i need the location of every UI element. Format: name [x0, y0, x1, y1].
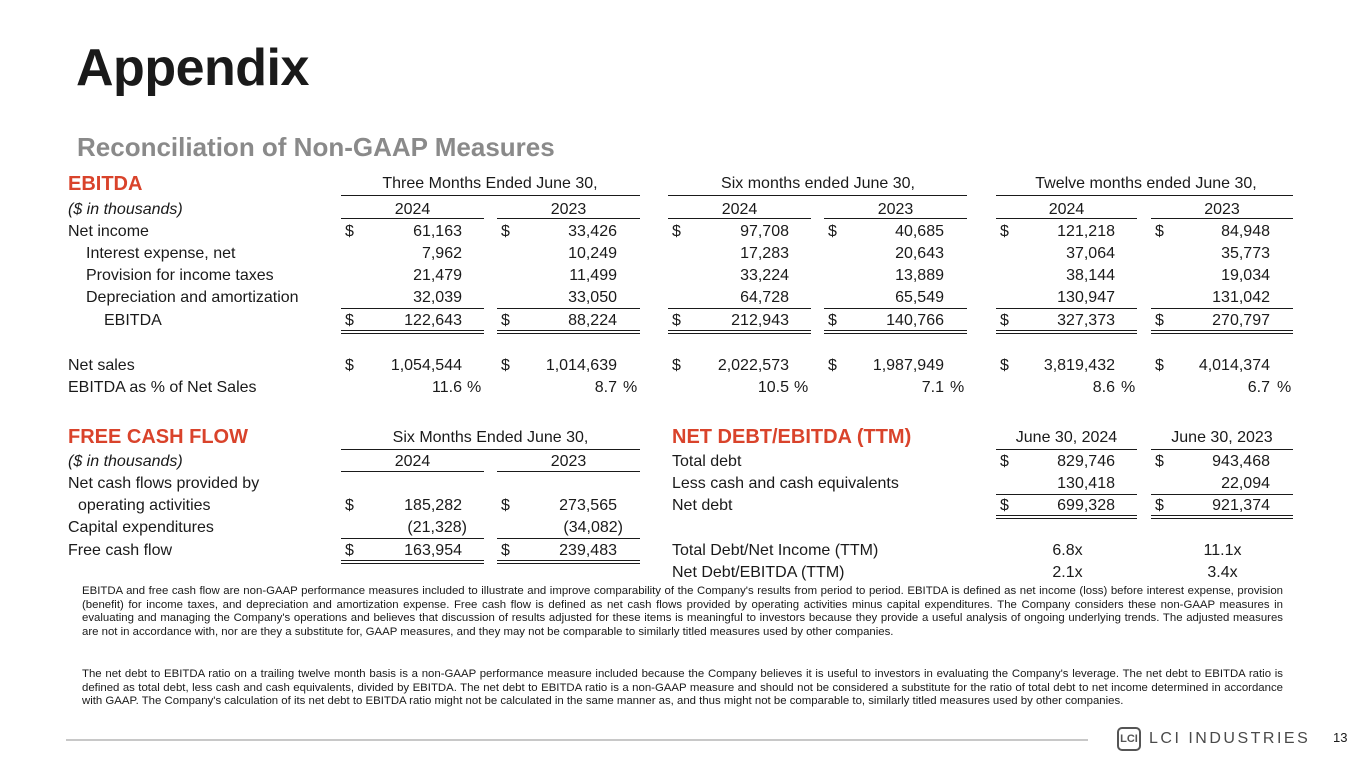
year-header: 2024 — [721, 201, 758, 218]
footnote-net-debt: The net debt to EBITDA ratio on a trailing twelve month basis is a non-GAAP performance measure included because the Company believes it is useful to investors in evaluating the Company's leverage. The net debt to EBITDA ratio is defined as total debt, less cash and cash equivalents, divided by EBITDA. The net debt to EBITDA ratio is a non-GAAP measure and should not be considered a substitute for the ratio of total debt to net income determined in accordance with GAAP. The Company's calculation of its net debt to EBITDA ratio might not be calculated in the same manner as, and thus might not be comparable to, similarly titled measures used by other companies. — [82, 668, 1283, 708]
subtotal-line — [1151, 308, 1293, 309]
row-label: Total debt — [672, 453, 742, 470]
value-cell: 212,943 — [731, 312, 789, 329]
total-double-line — [497, 333, 640, 334]
value-cell: 33,426 — [568, 223, 617, 240]
value-cell: 11,499 — [569, 267, 617, 284]
value-cell: 10,249 — [568, 245, 617, 262]
row-label: Net sales — [68, 357, 135, 374]
period-header-three-months: Three Months Ended June 30, — [382, 175, 598, 192]
currency-symbol: $ — [1000, 497, 1009, 514]
currency-symbol: $ — [1000, 357, 1009, 374]
period-header-twelve-months: Twelve months ended June 30, — [1035, 175, 1257, 192]
value-cell: 6.8x — [1052, 542, 1083, 559]
value-cell: 8.6 — [1092, 379, 1115, 396]
currency-symbol: $ — [672, 312, 681, 329]
row-label: operating activities — [78, 497, 211, 514]
total-double-line — [996, 518, 1137, 519]
fcf-section-title: FREE CASH FLOW — [68, 426, 248, 448]
year-underline — [497, 471, 640, 472]
currency-symbol: $ — [345, 542, 354, 559]
value-cell: 97,708 — [740, 223, 789, 240]
value-cell: 17,283 — [740, 245, 789, 262]
subtotal-line — [996, 494, 1137, 495]
total-double-line — [341, 563, 484, 564]
value-cell: 6.7 — [1247, 379, 1270, 396]
lci-logo-icon: LCI — [1117, 727, 1141, 751]
total-double-line — [996, 330, 1137, 331]
row-label: Interest expense, net — [86, 245, 236, 262]
percent-symbol: % — [950, 379, 965, 396]
total-double-line — [996, 515, 1137, 516]
currency-symbol: $ — [1000, 223, 1009, 240]
header-underline — [996, 449, 1137, 450]
year-underline — [668, 218, 811, 219]
value-cell: 20,643 — [895, 245, 944, 262]
currency-symbol: $ — [828, 223, 837, 240]
value-cell: 19,034 — [1221, 267, 1270, 284]
value-cell: 7,962 — [421, 245, 462, 262]
year-underline — [996, 218, 1137, 219]
value-cell: 1,054,544 — [390, 357, 462, 374]
percent-symbol: % — [1121, 379, 1136, 396]
value-cell: 829,746 — [1057, 453, 1115, 470]
subtotal-line — [341, 308, 484, 309]
subtotal-line — [341, 538, 484, 539]
year-underline — [824, 218, 967, 219]
total-double-line — [497, 330, 640, 331]
value-cell: 65,549 — [895, 289, 944, 306]
value-cell: 11.6 — [432, 379, 462, 396]
subtotal-line — [1151, 494, 1293, 495]
row-label: EBITDA as % of Net Sales — [68, 379, 257, 396]
row-label: Free cash flow — [68, 542, 173, 559]
company-logo — [1117, 727, 1310, 751]
currency-symbol: $ — [345, 357, 354, 374]
currency-symbol: $ — [501, 223, 510, 240]
value-cell: 131,042 — [1212, 289, 1270, 306]
value-cell: 88,224 — [568, 312, 617, 329]
ebitda-units-label: ($ in thousands) — [68, 201, 183, 218]
value-cell: 273,565 — [559, 497, 617, 514]
value-cell: 270,797 — [1212, 312, 1270, 329]
value-cell: (21,328) — [407, 519, 467, 536]
value-cell: 239,483 — [559, 542, 617, 559]
subtotal-line — [497, 538, 640, 539]
value-cell: 3,819,432 — [1043, 357, 1115, 374]
year-header: 2023 — [550, 201, 587, 218]
value-cell: 130,947 — [1057, 289, 1115, 306]
fcf-units-label: ($ in thousands) — [68, 453, 183, 470]
page-subtitle: Reconciliation of Non-GAAP Measures — [77, 132, 555, 162]
value-cell: 35,773 — [1221, 245, 1270, 262]
value-cell: 8.7 — [594, 379, 617, 396]
value-cell: 21,479 — [413, 267, 462, 284]
value-cell: 921,374 — [1212, 497, 1270, 514]
currency-symbol: $ — [1155, 223, 1164, 240]
value-cell: 130,418 — [1057, 475, 1115, 492]
subtotal-line — [824, 308, 967, 309]
year-underline — [341, 218, 484, 219]
value-cell: 22,094 — [1221, 475, 1270, 492]
value-cell: 1,987,949 — [872, 357, 944, 374]
header-underline — [668, 195, 967, 196]
value-cell: 10.5 — [757, 379, 789, 396]
total-double-line — [1151, 515, 1293, 516]
value-cell: 4,014,374 — [1198, 357, 1270, 374]
value-cell: 40,685 — [895, 223, 944, 240]
period-header-six-months: Six months ended June 30, — [721, 175, 915, 192]
value-cell: 2.1x — [1052, 564, 1083, 581]
value-cell: 121,218 — [1057, 223, 1115, 240]
total-double-line — [824, 333, 967, 334]
value-cell: 185,282 — [404, 497, 462, 514]
value-cell: (34,082) — [563, 519, 623, 536]
value-cell: 122,643 — [404, 312, 462, 329]
value-cell: 11.1x — [1203, 542, 1242, 559]
currency-symbol: $ — [501, 312, 510, 329]
value-cell: 61,163 — [413, 223, 462, 240]
currency-symbol: $ — [501, 497, 510, 514]
total-double-line — [1151, 518, 1293, 519]
footer-divider — [66, 739, 1088, 741]
header-underline — [341, 195, 640, 196]
value-cell: 7.1 — [921, 379, 944, 396]
value-cell: 13,889 — [895, 267, 944, 284]
currency-symbol: $ — [828, 312, 837, 329]
currency-symbol: $ — [1000, 312, 1009, 329]
total-double-line — [668, 333, 811, 334]
percent-symbol: % — [1277, 379, 1292, 396]
subtotal-line — [996, 308, 1137, 309]
row-label: Total Debt/Net Income (TTM) — [672, 542, 879, 559]
year-header: 2023 — [1204, 201, 1240, 218]
value-cell: 140,766 — [886, 312, 944, 329]
row-label: Provision for income taxes — [86, 267, 274, 284]
date-header: June 30, 2024 — [1015, 429, 1118, 446]
percent-symbol: % — [467, 379, 482, 396]
subtotal-line — [668, 308, 811, 309]
fcf-period-header: Six Months Ended June 30, — [392, 429, 589, 446]
year-header: 2023 — [877, 201, 914, 218]
row-label: Less cash and cash equivalents — [672, 475, 899, 492]
net-debt-section-title: NET DEBT/EBITDA (TTM) — [672, 426, 912, 448]
date-header: June 30, 2023 — [1171, 429, 1273, 446]
currency-symbol: $ — [672, 357, 681, 374]
currency-symbol: $ — [345, 223, 354, 240]
header-underline — [341, 449, 640, 450]
currency-symbol: $ — [501, 542, 510, 559]
value-cell: 1,014,639 — [545, 357, 617, 374]
year-underline — [341, 471, 484, 472]
value-cell: 38,144 — [1066, 267, 1115, 284]
page-number: 13 — [1333, 730, 1348, 745]
currency-symbol: $ — [1155, 497, 1164, 514]
header-underline — [996, 195, 1293, 196]
percent-symbol: % — [794, 379, 809, 396]
total-double-line — [341, 330, 484, 331]
total-double-line — [1151, 330, 1293, 331]
value-cell: 33,224 — [740, 267, 789, 284]
value-cell: 37,064 — [1066, 245, 1115, 262]
currency-symbol: $ — [501, 357, 510, 374]
row-label: Net cash flows provided by — [68, 475, 260, 492]
row-label: Depreciation and amortization — [86, 289, 299, 306]
value-cell: 163,954 — [404, 542, 462, 559]
total-double-line — [996, 333, 1137, 334]
value-cell: 943,468 — [1212, 453, 1270, 470]
total-double-line — [497, 563, 640, 564]
currency-symbol: $ — [1155, 357, 1164, 374]
row-label: EBITDA — [104, 312, 162, 329]
total-double-line — [341, 560, 484, 561]
value-cell: 33,050 — [568, 289, 617, 306]
value-cell: 327,373 — [1057, 312, 1115, 329]
value-cell: 64,728 — [740, 289, 789, 306]
year-header: 2024 — [394, 201, 431, 218]
currency-symbol: $ — [1000, 453, 1009, 470]
row-label: Net income — [68, 223, 149, 240]
row-label: Capital expenditures — [68, 519, 214, 536]
currency-symbol: $ — [1155, 312, 1164, 329]
year-underline — [1151, 218, 1293, 219]
year-header: 2023 — [550, 453, 587, 470]
value-cell: 32,039 — [413, 289, 462, 306]
total-double-line — [1151, 333, 1293, 334]
percent-symbol: % — [623, 379, 638, 396]
page-title: Appendix — [76, 39, 309, 97]
footnote-ebitda-fcf: EBITDA and free cash flow are non-GAAP performance measures included to illustrate and improve comparability of the Company's results from period to period. EBITDA is defined as net income (loss) before interest expense, provision (benefit) for income taxes, and depreciation and amortization expense. Free cash flow is defined as net cash flows provided by operating activities minus capital expenditures. The Company considers these non-GAAP measures in evaluating and managing the Company's operations and believes that discussion of results adjusted for these items is meaningful to investors because they provide a useful analysis of ongoing underlying trends. The adjusted measures are not in accordance with, nor are they a substitute for, GAAP measures, and they may not be comparable to similarly titled measures used by other companies. — [82, 585, 1283, 639]
year-header: 2024 — [1048, 201, 1085, 218]
year-header: 2024 — [394, 453, 431, 470]
year-underline — [497, 218, 640, 219]
total-double-line — [824, 330, 967, 331]
value-cell: 699,328 — [1057, 497, 1115, 514]
total-double-line — [668, 330, 811, 331]
subtotal-line — [497, 308, 640, 309]
total-double-line — [497, 560, 640, 561]
value-cell: 2,022,573 — [717, 357, 789, 374]
currency-symbol: $ — [345, 312, 354, 329]
header-underline — [1151, 449, 1293, 450]
currency-symbol: $ — [828, 357, 837, 374]
total-double-line — [341, 333, 484, 334]
logo-text: LCI INDUSTRIES — [1149, 730, 1311, 747]
row-label: Net Debt/EBITDA (TTM) — [672, 564, 845, 581]
currency-symbol: $ — [1155, 453, 1164, 470]
currency-symbol: $ — [672, 223, 681, 240]
value-cell: 84,948 — [1221, 223, 1270, 240]
currency-symbol: $ — [345, 497, 354, 514]
value-cell: 3.4x — [1207, 564, 1238, 581]
ebitda-section-title: EBITDA — [68, 173, 143, 195]
row-label: Net debt — [672, 497, 733, 514]
